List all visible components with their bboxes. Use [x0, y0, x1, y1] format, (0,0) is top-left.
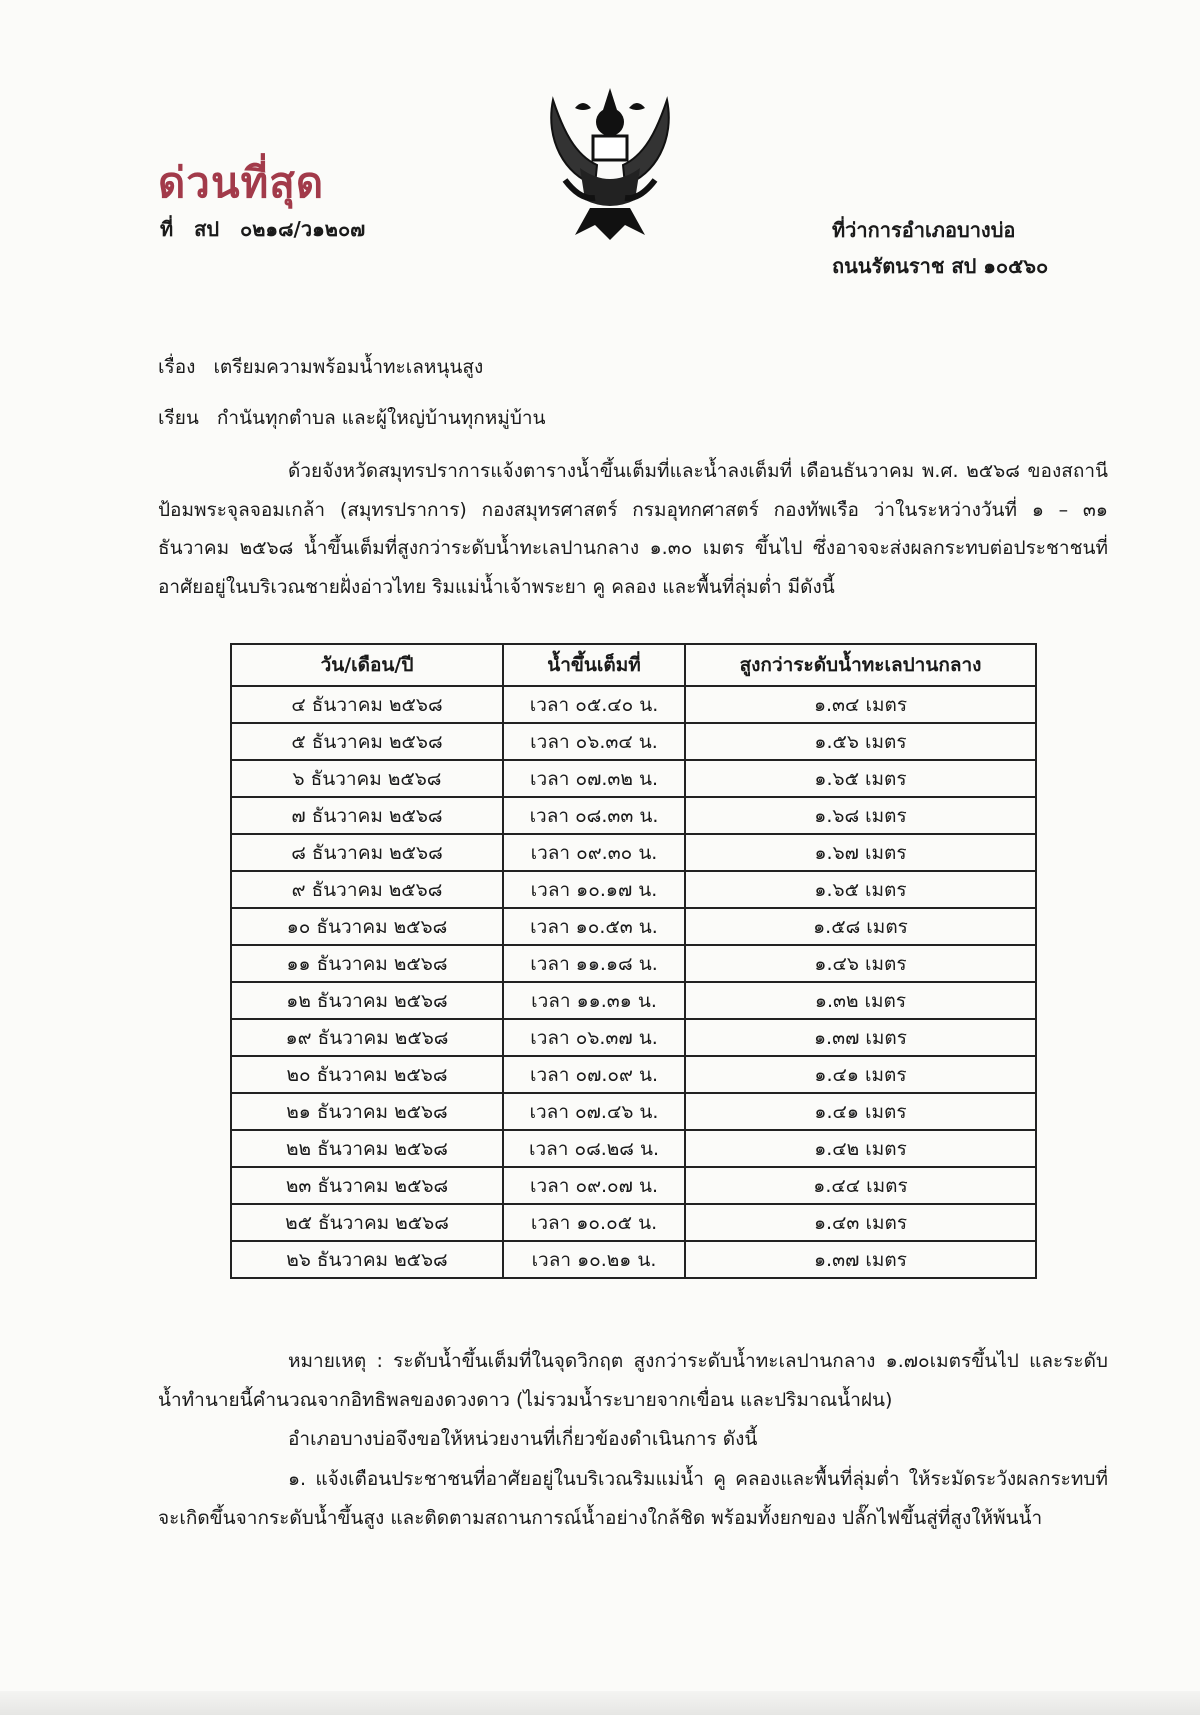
subject-text: เตรียมความพร้อมน้ำทะเลหนุนสูง: [213, 356, 484, 378]
table-row: [231, 686, 1036, 723]
date-cell: ๑๑ ธันวาคม ๒๕๖๘: [231, 945, 503, 982]
time-cell: เวลา ๑๐.๑๗ น.: [503, 871, 685, 908]
time-cell: เวลา ๑๑.๑๘ น.: [503, 945, 685, 982]
request-paragraph: อำเภอบางบ่อจึงขอให้หน่วยงานที่เกี่ยวข้องดำเนินการ ดังนี้: [288, 1428, 758, 1450]
level-cell: ๑.๓๔ เมตร: [685, 686, 1036, 723]
table-row: [231, 797, 1036, 834]
scan-edge: [0, 1691, 1200, 1715]
time-cell: เวลา ๐๘.๓๓ น.: [503, 797, 685, 834]
table-row: [231, 1204, 1036, 1241]
ref-prefix: ที่: [160, 217, 174, 241]
table-row: [231, 760, 1036, 797]
date-cell: ๒๓ ธันวาคม ๒๕๖๘: [231, 1167, 503, 1204]
time-cell: เวลา ๐๙.๓๐ น.: [503, 834, 685, 871]
level-cell: ๑.๔๔ เมตร: [685, 1167, 1036, 1204]
date-cell: ๑๐ ธันวาคม ๒๕๖๘: [231, 908, 503, 945]
ref-dept: สป: [194, 217, 220, 241]
level-cell: ๑.๕๖ เมตร: [685, 723, 1036, 760]
table-row: [231, 945, 1036, 982]
time-cell: เวลา ๐๕.๔๐ น.: [503, 686, 685, 723]
time-cell: เวลา ๑๐.๐๕ น.: [503, 1204, 685, 1241]
date-cell: ๗ ธันวาคม ๒๕๖๘: [231, 797, 503, 834]
table-row: [231, 1019, 1036, 1056]
level-cell: ๑.๖๘ เมตร: [685, 797, 1036, 834]
date-cell: ๘ ธันวาคม ๒๕๖๘: [231, 834, 503, 871]
level-cell: ๑.๖๕ เมตร: [685, 760, 1036, 797]
subject-line: [158, 352, 483, 382]
recipient-line: [158, 403, 546, 433]
date-cell: ๒๑ ธันวาคม ๒๕๖๘: [231, 1093, 503, 1130]
recipient-text: กำนันทุกตำบล และผู้ใหญ่บ้านทุกหมู่บ้าน: [216, 407, 546, 429]
header-level: สูงกว่าระดับน้ำทะเลปานกลาง: [685, 644, 1036, 686]
level-cell: ๑.๓๒ เมตร: [685, 982, 1036, 1019]
table-row: [231, 982, 1036, 1019]
time-cell: เวลา ๐๗.๐๙ น.: [503, 1056, 685, 1093]
date-cell: ๒๐ ธันวาคม ๒๕๖๘: [231, 1056, 503, 1093]
table-row: [231, 1093, 1036, 1130]
reference-number: [160, 213, 379, 245]
garuda-emblem-icon: [535, 80, 685, 245]
table-row: [231, 1130, 1036, 1167]
date-cell: ๔ ธันวาคม ๒๕๖๘: [231, 686, 503, 723]
date-cell: ๖ ธันวาคม ๒๕๖๘: [231, 760, 503, 797]
table-row: [231, 1056, 1036, 1093]
table-header-row: [231, 644, 1036, 686]
urgency-stamp: ด่วนที่สุด: [158, 158, 325, 207]
table-row: [231, 908, 1036, 945]
date-cell: ๒๖ ธันวาคม ๒๕๖๘: [231, 1241, 503, 1278]
level-cell: ๑.๔๑ เมตร: [685, 1093, 1036, 1130]
time-cell: เวลา ๐๖.๓๗ น.: [503, 1019, 685, 1056]
tide-table: [230, 643, 1037, 1279]
level-cell: ๑.๕๘ เมตร: [685, 908, 1036, 945]
note-paragraph: หมายเหตุ : ระดับน้ำขึ้นเต็มที่ในจุดวิกฤต สูงกว่าระดับน้ำทะเลปานกลาง ๑.๗๐เมตรขึ้นไป และระดับน้ำทำนายนี้คำนวณจากอิทธิพลของดวงดาว (ไม่รวมน้ำระบายจากเขื่อน และปริมาณน้ำฝน): [158, 1350, 1108, 1411]
office-road: ถนนรัตนราช สป ๑๐๕๖๐: [832, 254, 1049, 278]
level-cell: ๑.๖๕ เมตร: [685, 871, 1036, 908]
header-high-tide: น้ำขึ้นเต็มที่: [503, 644, 685, 686]
date-cell: ๒๒ ธันวาคม ๒๕๖๘: [231, 1130, 503, 1167]
level-cell: ๑.๔๓ เมตร: [685, 1204, 1036, 1241]
date-cell: ๙ ธันวาคม ๒๕๖๘: [231, 871, 503, 908]
table-row: [231, 871, 1036, 908]
time-cell: เวลา ๐๖.๓๔ น.: [503, 723, 685, 760]
date-cell: ๕ ธันวาคม ๒๕๖๘: [231, 723, 503, 760]
time-cell: เวลา ๑๑.๓๑ น.: [503, 982, 685, 1019]
time-cell: เวลา ๐๙.๐๗ น.: [503, 1167, 685, 1204]
level-cell: ๑.๔๒ เมตร: [685, 1130, 1036, 1167]
level-cell: ๑.๓๗ เมตร: [685, 1019, 1036, 1056]
recipient-label: เรียน: [158, 407, 199, 429]
table-row: [231, 1167, 1036, 1204]
table-row: [231, 834, 1036, 871]
level-cell: ๑.๔๑ เมตร: [685, 1056, 1036, 1093]
header-date: วัน/เดือน/ปี: [231, 644, 503, 686]
date-cell: ๑๒ ธันวาคม ๒๕๖๘: [231, 982, 503, 1019]
time-cell: เวลา ๐๘.๒๘ น.: [503, 1130, 685, 1167]
level-cell: ๑.๔๖ เมตร: [685, 945, 1036, 982]
level-cell: ๑.๓๗ เมตร: [685, 1241, 1036, 1278]
action-item-1: ๑. แจ้งเตือนประชาชนที่อาศัยอยู่ในบริเวณริมแม่น้ำ คู คลองและพื้นที่ลุ่มต่ำ ให้ระมัดระวังผลกระทบที่จะเกิดขึ้นจากระดับน้ำขึ้นสูง และติดตามสถานการณ์น้ำอย่างใกล้ชิด พร้อมทั้งยกของ ปลั๊กไฟขึ้นสู่ที่สูงให้พ้นน้ำ: [158, 1468, 1108, 1529]
date-cell: ๒๕ ธันวาคม ๒๕๖๘: [231, 1204, 503, 1241]
table-row: [231, 723, 1036, 760]
level-cell: ๑.๖๗ เมตร: [685, 834, 1036, 871]
time-cell: เวลา ๑๐.๒๑ น.: [503, 1241, 685, 1278]
intro-paragraph: ด้วยจังหวัดสมุทรปราการแจ้งตารางน้ำขึ้นเต็มที่และน้ำลงเต็มที่ เดือนธันวาคม พ.ศ. ๒๕๖๘ ของสถานีป้อมพระจุลจอมเกล้า (สมุทรปราการ) กองสมุทรศาสตร์ กรมอุทกศาสตร์ กองทัพเรือ ว่าในระหว่างวันที่ ๑ – ๓๑ ธันวาคม ๒๕๖๘ น้ำขึ้นเต็มที่สูงกว่าระดับน้ำทะเลปานกลาง ๑.๓๐ เมตร ขึ้นไป ซึ่งอาจจะส่งผลกระทบต่อประชาชนที่อาศัยอยู่ในบริเวณชายฝั่งอ่าวไทย ริมแม่น้ำเจ้าพระยา คู คลอง และพื้นที่ลุ่มต่ำ มีดังนี้: [158, 460, 1108, 598]
subject-label: เรื่อง: [158, 356, 196, 378]
table-row: [231, 1241, 1036, 1278]
office-address: [832, 212, 1048, 284]
time-cell: เวลา ๑๐.๕๓ น.: [503, 908, 685, 945]
time-cell: เวลา ๐๗.๔๖ น.: [503, 1093, 685, 1130]
office-name: ที่ว่าการอำเภอบางบ่อ: [832, 218, 1016, 242]
ref-number: ๐๒๑๘/ว๑๒๐๗: [240, 217, 366, 241]
date-cell: ๑๙ ธันวาคม ๒๕๖๘: [231, 1019, 503, 1056]
time-cell: เวลา ๐๗.๓๒ น.: [503, 760, 685, 797]
